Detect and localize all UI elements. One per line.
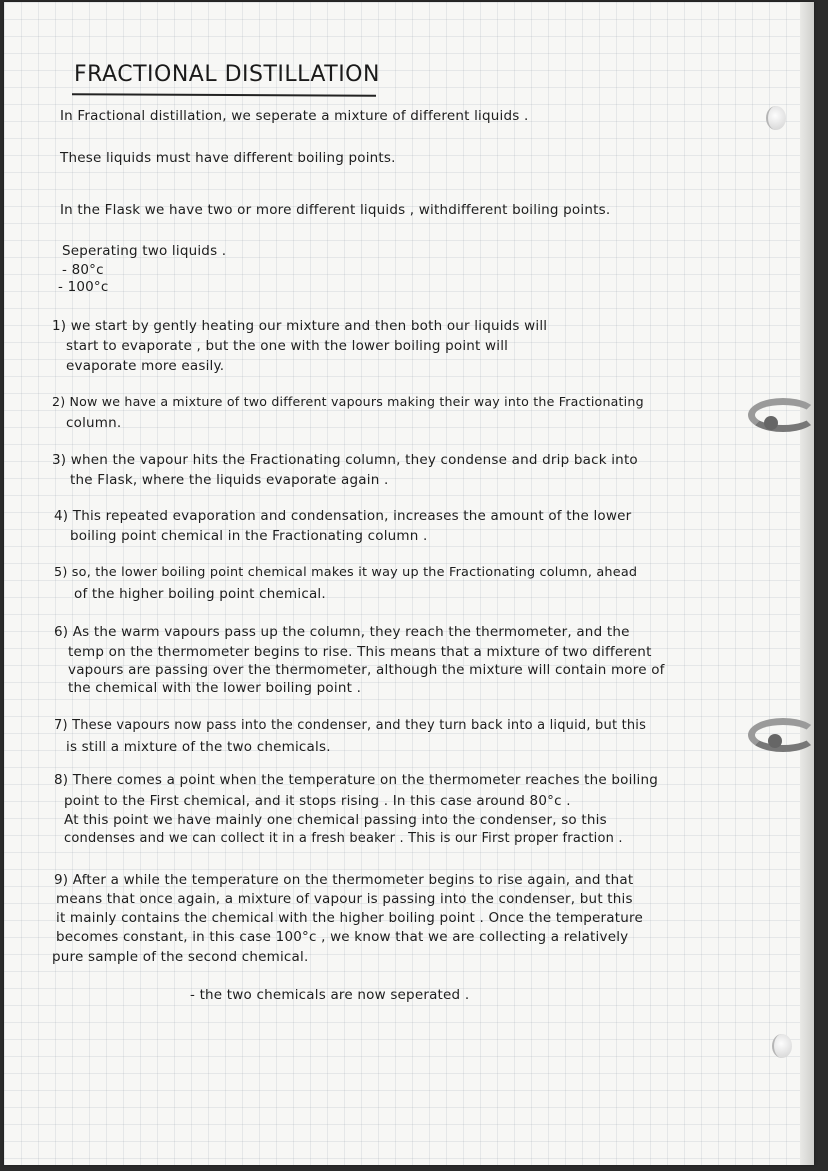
page-edge (800, 2, 814, 1165)
step-line: pure sample of the second chemical. (52, 949, 309, 965)
intro-line: In Fractional distillation, we seperate a mixture of different liquids . (60, 108, 529, 124)
step-line: condenses and we can collect it in a fresh beaker . This is our First proper fraction . (64, 831, 623, 846)
step-line: means that once again, a mixture of vapour is passing into the condenser, but this (56, 891, 633, 907)
step-line: 1) we start by gently heating our mixture and then both our liquids will (52, 318, 548, 334)
step-line: 5) so, the lower boiling point chemical makes it way up the Fractionating column, ahead (54, 565, 638, 580)
step-line: is still a mixture of the two chemicals. (66, 739, 331, 755)
step-line: At this point we have mainly one chemical passing into the condenser, so this (64, 812, 607, 828)
notebook-page (4, 2, 814, 1165)
intro-line: These liquids must have different boiling points. (60, 150, 396, 166)
flask-line: In the Flask we have two or more different liquids , withdifferent boiling points. (60, 202, 611, 218)
step-line: 6) As the warm vapours pass up the column, they reach the thermometer, and the (54, 624, 630, 640)
step-line: temp on the thermometer begins to rise. This means that a mixture of two different (68, 644, 652, 660)
conclusion-line: - the two chemicals are now seperated . (190, 987, 470, 1003)
step-line: becomes constant, in this case 100°c , we know that we are collecting a relatively (56, 929, 629, 945)
step-line: 8) There comes a point when the temperature on the thermometer reaches the boiling (54, 772, 659, 788)
binder-ring (748, 398, 814, 432)
step-line: vapours are passing over the thermometer, although the mixture will contain more of (68, 662, 665, 678)
step-line: 4) This repeated evaporation and condensation, increases the amount of the lower (54, 508, 632, 524)
binder-ring (748, 718, 814, 752)
page-title: FRACTIONAL DISTILLATION (74, 62, 380, 87)
punch-hole (766, 106, 786, 130)
step-line: of the higher boiling point chemical. (74, 586, 326, 602)
step-line: the Flask, where the liquids evaporate again . (70, 472, 389, 488)
step-line: the chemical with the lower boiling point . (68, 680, 362, 696)
step-line: 9) After a while the temperature on the thermometer begins to rise again, and that (54, 872, 634, 888)
punch-hole (772, 1034, 792, 1058)
step-line: column. (66, 415, 122, 431)
binder-ring-post (768, 734, 782, 748)
step-line: evaporate more easily. (66, 358, 225, 374)
separating-item: - 80°c (62, 262, 104, 278)
step-line: 3) when the vapour hits the Fractionating column, they condense and drip back into (52, 452, 638, 468)
step-line: start to evaporate , but the one with the lower boiling point will (66, 338, 509, 354)
binder-ring-post (764, 416, 778, 430)
step-line: 2) Now we have a mixture of two different vapours making their way into the Fractionating (52, 394, 644, 409)
step-line: 7) These vapours now pass into the condenser, and they turn back into a liquid, but this (54, 718, 647, 733)
step-line: point to the First chemical, and it stops rising . In this case around 80°c . (64, 793, 571, 809)
separating-heading: Seperating two liquids . (62, 243, 227, 259)
step-line: boiling point chemical in the Fractionating column . (70, 528, 428, 544)
separating-item: - 100°c (58, 279, 109, 295)
title-underline (72, 93, 376, 97)
step-line: it mainly contains the chemical with the higher boiling point . Once the temperature (56, 910, 643, 926)
